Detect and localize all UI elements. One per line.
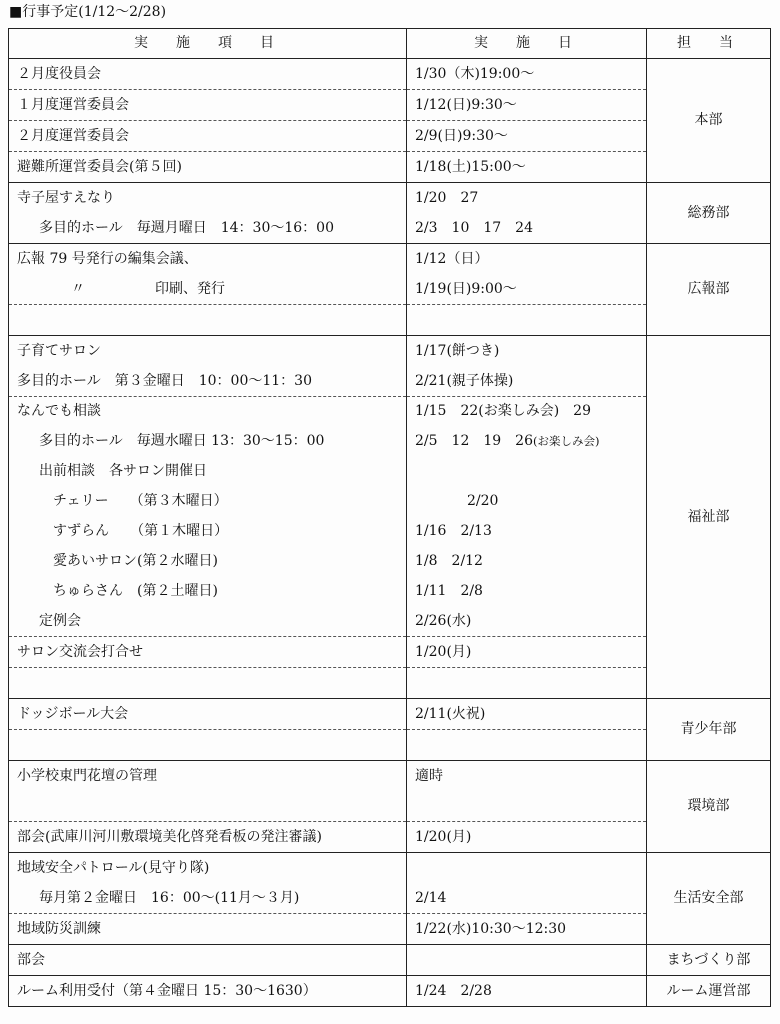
header-owner: 担 当 bbox=[647, 29, 771, 59]
item-cell bbox=[9, 274, 407, 304]
date-cell: 1/22(水)10:30～12:30 bbox=[407, 913, 647, 944]
item-cell: なんでも相談 bbox=[9, 396, 407, 426]
item-cell: ２月度運営委員会 bbox=[9, 120, 407, 151]
date-cell: 1/18(土)15:00～ bbox=[407, 151, 647, 182]
item-cell: 小学校東門花壇の管理 bbox=[9, 760, 407, 790]
date-cell bbox=[407, 791, 647, 821]
date-cell: 適時 bbox=[407, 760, 647, 790]
date-cell bbox=[407, 852, 647, 882]
schedule-heading: ■行事予定(1/12～2/28) bbox=[9, 4, 167, 20]
date-cell: 1/19(日)9:00～ bbox=[407, 274, 647, 304]
date-suffix: (お楽しみ会) bbox=[532, 434, 600, 449]
item-cell: 出前相談 各サロン開催日 bbox=[9, 456, 407, 486]
item-cell: 避難所運営委員会(第５回) bbox=[9, 151, 407, 182]
department-cell: 広報部 bbox=[647, 243, 771, 335]
date-cell: 2/14 bbox=[407, 883, 647, 913]
department-cell: 本部 bbox=[647, 58, 771, 182]
table-row bbox=[9, 944, 771, 975]
date-cell bbox=[407, 426, 647, 456]
date-cell: 2/3 10 17 24 bbox=[407, 213, 647, 243]
item-cell: 多目的ホール 毎週水曜日 13：30～15：00 bbox=[9, 426, 407, 456]
item-cell: 毎月第２金曜日 16：00～(11月～３月) bbox=[9, 883, 407, 913]
date-cell: 1/15 22(お楽しみ会) 29 bbox=[407, 396, 647, 426]
table-row bbox=[9, 335, 771, 365]
department-cell: 福祉部 bbox=[647, 335, 771, 698]
item-cell bbox=[9, 791, 407, 821]
schedule-table bbox=[8, 28, 771, 1007]
ditto-mark: 〃 bbox=[71, 280, 85, 297]
item-cell: ちゅらさん (第２土曜日) bbox=[9, 576, 407, 606]
date-cell: 2/9(日)9:30～ bbox=[407, 120, 647, 151]
table-row bbox=[9, 182, 771, 212]
date-cell: 1/20 27 bbox=[407, 182, 647, 212]
department-cell: 環境部 bbox=[647, 760, 771, 852]
item-cell: 地域安全パトロール(見守り隊) bbox=[9, 852, 407, 882]
date-text: 2/5 12 19 26 bbox=[415, 433, 533, 450]
table-header-row bbox=[9, 29, 771, 59]
item-cell: すずらん （第１木曜日） bbox=[9, 516, 407, 546]
item-cell: 定例会 bbox=[9, 606, 407, 636]
date-cell: 1/12(日)9:30～ bbox=[407, 89, 647, 120]
date-cell: 1/12（日） bbox=[407, 243, 647, 273]
table-row bbox=[9, 760, 771, 790]
table-row bbox=[9, 243, 771, 273]
department-cell: 総務部 bbox=[647, 182, 771, 243]
table-row bbox=[9, 852, 771, 882]
item-cell: １月度運営委員会 bbox=[9, 89, 407, 120]
table-row bbox=[9, 698, 771, 729]
date-cell: 2/26(水) bbox=[407, 606, 647, 636]
item-cell: ルーム利用受付（第４金曜日 15：30～1630） bbox=[9, 975, 407, 1006]
date-cell bbox=[407, 944, 647, 975]
date-cell: 1/11 2/8 bbox=[407, 576, 647, 606]
date-cell: 1/20(月) bbox=[407, 637, 647, 668]
item-cell: 寺子屋すえなり bbox=[9, 182, 407, 212]
table-row bbox=[9, 58, 771, 89]
date-cell bbox=[407, 668, 647, 699]
date-cell: 1/8 2/12 bbox=[407, 546, 647, 576]
date-cell: 2/11(火祝) bbox=[407, 698, 647, 729]
item-cell: 子育てサロン bbox=[9, 335, 407, 365]
item-cell: 多目的ホール 第３金曜日 10：00～11：30 bbox=[9, 366, 407, 396]
date-cell: 1/17(餅つき) bbox=[407, 335, 647, 365]
table-row bbox=[9, 975, 771, 1006]
item-cell: 部会(武庫川河川敷環境美化啓発看板の発注審議) bbox=[9, 821, 407, 852]
item-cell bbox=[9, 304, 407, 335]
date-cell bbox=[407, 304, 647, 335]
item-text: 印刷、発行 bbox=[155, 280, 225, 297]
date-cell bbox=[407, 729, 647, 760]
item-cell: ドッジボール大会 bbox=[9, 698, 407, 729]
header-date: 実 施 日 bbox=[407, 29, 647, 59]
item-cell: サロン交流会打合せ bbox=[9, 637, 407, 668]
department-cell: まちづくり部 bbox=[647, 944, 771, 975]
date-cell: 2/21(親子体操) bbox=[407, 366, 647, 396]
item-cell: 部会 bbox=[9, 944, 407, 975]
department-cell: ルーム運営部 bbox=[647, 975, 771, 1006]
header-item: 実 施 項 目 bbox=[9, 29, 407, 59]
date-cell: 1/20(月) bbox=[407, 821, 647, 852]
item-cell: 多目的ホール 毎週月曜日 14：30～16：00 bbox=[9, 213, 407, 243]
item-cell bbox=[9, 668, 407, 699]
department-cell: 青少年部 bbox=[647, 698, 771, 760]
date-cell: 1/30（木)19:00～ bbox=[407, 58, 647, 89]
item-cell bbox=[9, 729, 407, 760]
date-cell bbox=[407, 456, 647, 486]
department-cell: 生活安全部 bbox=[647, 852, 771, 944]
item-cell: ２月度役員会 bbox=[9, 58, 407, 89]
date-cell: 2/20 bbox=[407, 486, 647, 516]
item-cell: 愛あいサロン(第２水曜日) bbox=[9, 546, 407, 576]
date-cell: 1/24 2/28 bbox=[407, 975, 647, 1006]
date-cell: 1/16 2/13 bbox=[407, 516, 647, 546]
item-cell: 広報 79 号発行の編集会議、 bbox=[9, 243, 407, 273]
item-cell: 地域防災訓練 bbox=[9, 913, 407, 944]
item-cell: チェリー （第３木曜日） bbox=[9, 486, 407, 516]
